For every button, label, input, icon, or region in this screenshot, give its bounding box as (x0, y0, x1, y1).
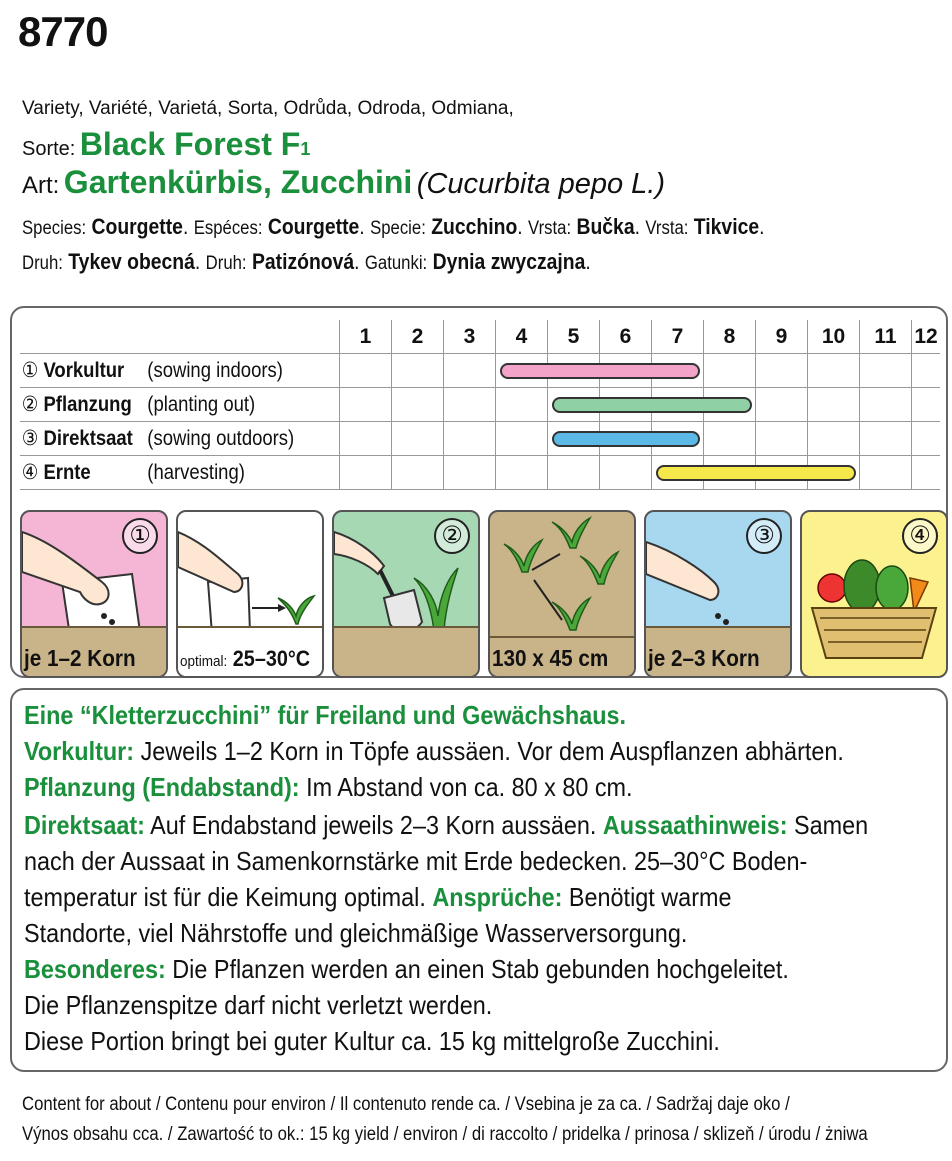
calendar-row-label (20, 354, 340, 388)
caption-temp: 25–30°C (232, 646, 311, 671)
month-slot (808, 388, 860, 422)
info-text: Jeweils 1–2 Korn in Töpfe aussäen. Vor dem Auspflanzen abhärten. (134, 736, 844, 766)
row-note: (harvesting) (147, 461, 245, 484)
info-label: Ansprüche: (432, 882, 563, 912)
species-value: Courgette (267, 214, 360, 239)
info-line-10: Diese Portion bringt bei guter Kultur ca. 15 kg mittelgroße Zucchini. (24, 1026, 720, 1056)
info-text: Benötigt warme (562, 882, 732, 912)
month-slot (496, 422, 548, 456)
caption-small: optimal: (180, 653, 228, 670)
art-line (22, 164, 665, 201)
month-cell: 11 (860, 320, 912, 354)
info-besonderes (24, 954, 789, 985)
growing-info-box (10, 688, 948, 1072)
month-cell: 5 (548, 320, 600, 354)
timeline-bar (552, 431, 700, 447)
month-slot (340, 354, 392, 388)
month-slot (444, 388, 496, 422)
panel-sowing-outdoors (644, 510, 792, 678)
info-direktsaat (24, 810, 868, 841)
calendar-corner (20, 320, 340, 354)
month-cell: 7 (652, 320, 704, 354)
panel-germination (176, 510, 324, 678)
info-line-9: Die Pflanzenspitze darf nicht verletzt werden. (24, 990, 493, 1020)
info-label: Direktsaat: (24, 810, 145, 840)
species-label: Vrsta: (528, 218, 572, 239)
sorte-sub: 1 (300, 139, 311, 159)
panel-spacing (488, 510, 636, 678)
step-number: ① (122, 518, 158, 554)
species-value: Dynia zwyczajna (432, 249, 586, 274)
species-label: Druh: (205, 253, 247, 274)
product-code: 8770 (18, 8, 108, 55)
info-line-7: Standorte, viel Nährstoffe und gleichmäßige Wasserversorgung. (24, 918, 688, 948)
row-number: ③ (21, 427, 44, 450)
footer-line-1 (22, 1094, 894, 1116)
info-line-6 (24, 882, 731, 913)
timeline-bar (552, 397, 752, 413)
month-slot (756, 354, 808, 388)
panel-harvesting (800, 510, 948, 678)
month-cell: 3 (444, 320, 496, 354)
info-pflanzung (24, 772, 633, 803)
month-slot (860, 456, 912, 490)
row-note: (sowing outdoors) (147, 427, 295, 450)
info-vorkultur (24, 736, 844, 767)
month-slot (756, 422, 808, 456)
variety-line: Variety, Variété, Varietá, Sorta, Odrůda, Odroda, Odmiana, (22, 98, 514, 119)
info-label: Pflanzung (Endabstand): (24, 772, 300, 802)
panel-planting-out (332, 510, 480, 678)
month-slot (444, 456, 496, 490)
info-text: Auf Endabstand jeweils 2–3 Korn aussäen. (144, 810, 603, 840)
species-label: Espéces: (193, 218, 263, 239)
month-slot (340, 456, 392, 490)
month-slot (392, 456, 444, 490)
month-slot (808, 354, 860, 388)
art-value: Gartenkürbis, Zucchini (63, 164, 413, 200)
month-slot (860, 422, 912, 456)
info-text: temperatur ist für die Keimung optimal. (24, 882, 433, 912)
row-name: Vorkultur (43, 359, 125, 382)
month-slot (444, 422, 496, 456)
month-slot (860, 388, 912, 422)
species-label: Species: (22, 218, 87, 239)
species-value: Patizónová (251, 249, 355, 274)
month-cell: 1 (340, 320, 392, 354)
calendar-box (10, 306, 948, 678)
timeline-bar (656, 465, 856, 481)
month-slot (756, 388, 808, 422)
month-slot (392, 388, 444, 422)
month-slot (912, 354, 940, 388)
timeline-bar (500, 363, 700, 379)
info-line-5: nach der Aussaat in Samenkornstärke mit Erde bedecken. 25–30°C Boden- (24, 846, 808, 876)
sorte-label: Sorte: (22, 138, 76, 160)
row-number: ② (21, 393, 44, 416)
month-slot (340, 422, 392, 456)
species-label: Gatunki: (364, 253, 428, 274)
info-label: Aussaathinweis: (602, 810, 788, 840)
art-latin: (Cucurbita pepo L.) (416, 168, 666, 200)
step-number: ② (434, 518, 470, 554)
month-slot (600, 456, 652, 490)
month-slot (912, 422, 940, 456)
calendar-row-label (20, 388, 340, 422)
month-slot (444, 354, 496, 388)
calendar-row-label (20, 456, 340, 490)
month-slot (860, 354, 912, 388)
step-number: ④ (902, 518, 938, 554)
species-value: Tikvice (693, 214, 760, 239)
month-slot (808, 422, 860, 456)
month-slot (392, 354, 444, 388)
species-line-1: Species: Courgette. Espéces: Courgette. Specie: Zucchino. Vrsta: Bučka. Vrsta: Tikvice. (22, 214, 765, 239)
sorte-value: Black Forest F (79, 126, 301, 162)
calendar-row-label (20, 422, 340, 456)
info-text: Samen (787, 810, 869, 840)
row-name: Direktsaat (43, 427, 133, 450)
footer-line-2 (22, 1124, 952, 1146)
month-cell: 12 (912, 320, 940, 354)
panel-caption (180, 646, 310, 672)
headline-text: Eine “Kletterzucchini” für Freiland und Gewächshaus. (24, 700, 627, 730)
row-note: (planting out) (147, 393, 256, 416)
month-slot (912, 388, 940, 422)
soil-strip (334, 626, 478, 676)
row-note: (sowing indoors) (147, 359, 283, 382)
row-name: Ernte (43, 461, 91, 484)
info-label: Vorkultur: (24, 736, 135, 766)
species-label: Druh: (22, 253, 63, 274)
row-name: Pflanzung (43, 393, 132, 416)
species-value: Zucchino (431, 214, 518, 239)
month-cell: 6 (600, 320, 652, 354)
panel-caption: 130 x 45 cm (492, 645, 609, 671)
month-slot (496, 388, 548, 422)
art-label: Art: (22, 172, 60, 199)
row-number: ④ (21, 461, 44, 484)
info-label: Besonderes: (24, 954, 166, 984)
panel-caption: je 1–2 Korn (24, 645, 136, 671)
month-cell: 8 (704, 320, 756, 354)
month-cell: 2 (392, 320, 444, 354)
species-label: Specie: (370, 218, 426, 239)
month-slot (496, 456, 548, 490)
info-headline (24, 700, 626, 731)
panel-sowing-indoors (20, 510, 168, 678)
month-slot (548, 456, 600, 490)
footer-text: Content for about / Contenu pour environ / Il contenuto rende ca. / Vsebina je za ca. / Sadržaj daje oko / (22, 1094, 790, 1115)
species-value: Courgette (91, 214, 183, 239)
month-slot (704, 422, 756, 456)
sorte-line (22, 126, 310, 163)
species-label: Vrsta: (645, 218, 689, 239)
month-slot (704, 354, 756, 388)
month-slot (392, 422, 444, 456)
footer-text: Výnos obsahu cca. / Zawartość to ok.: (22, 1124, 305, 1145)
row-number: ① (21, 359, 44, 382)
info-text: Die Pflanzen werden an einen Stab gebunden hochgeleitet. (165, 954, 789, 984)
species-line-2: Druh: Tykev obecná. Druh: Patizónová. Gatunki: Dynia zwyczajna. (22, 249, 591, 274)
month-slot (340, 388, 392, 422)
footer-yield: 15 kg yield / environ / di raccolto / pridelka / prinosa / sklizeň / úrodu / żniwa (309, 1124, 868, 1145)
month-cell: 9 (756, 320, 808, 354)
month-cell: 10 (808, 320, 860, 354)
month-slot (912, 456, 940, 490)
month-cell: 4 (496, 320, 548, 354)
panel-caption: je 2–3 Korn (648, 645, 760, 671)
species-value: Tykev obecná (68, 249, 195, 274)
step-number: ③ (746, 518, 782, 554)
species-value: Bučka (576, 214, 635, 239)
info-text: Im Abstand von ca. 80 x 80 cm. (299, 772, 633, 802)
